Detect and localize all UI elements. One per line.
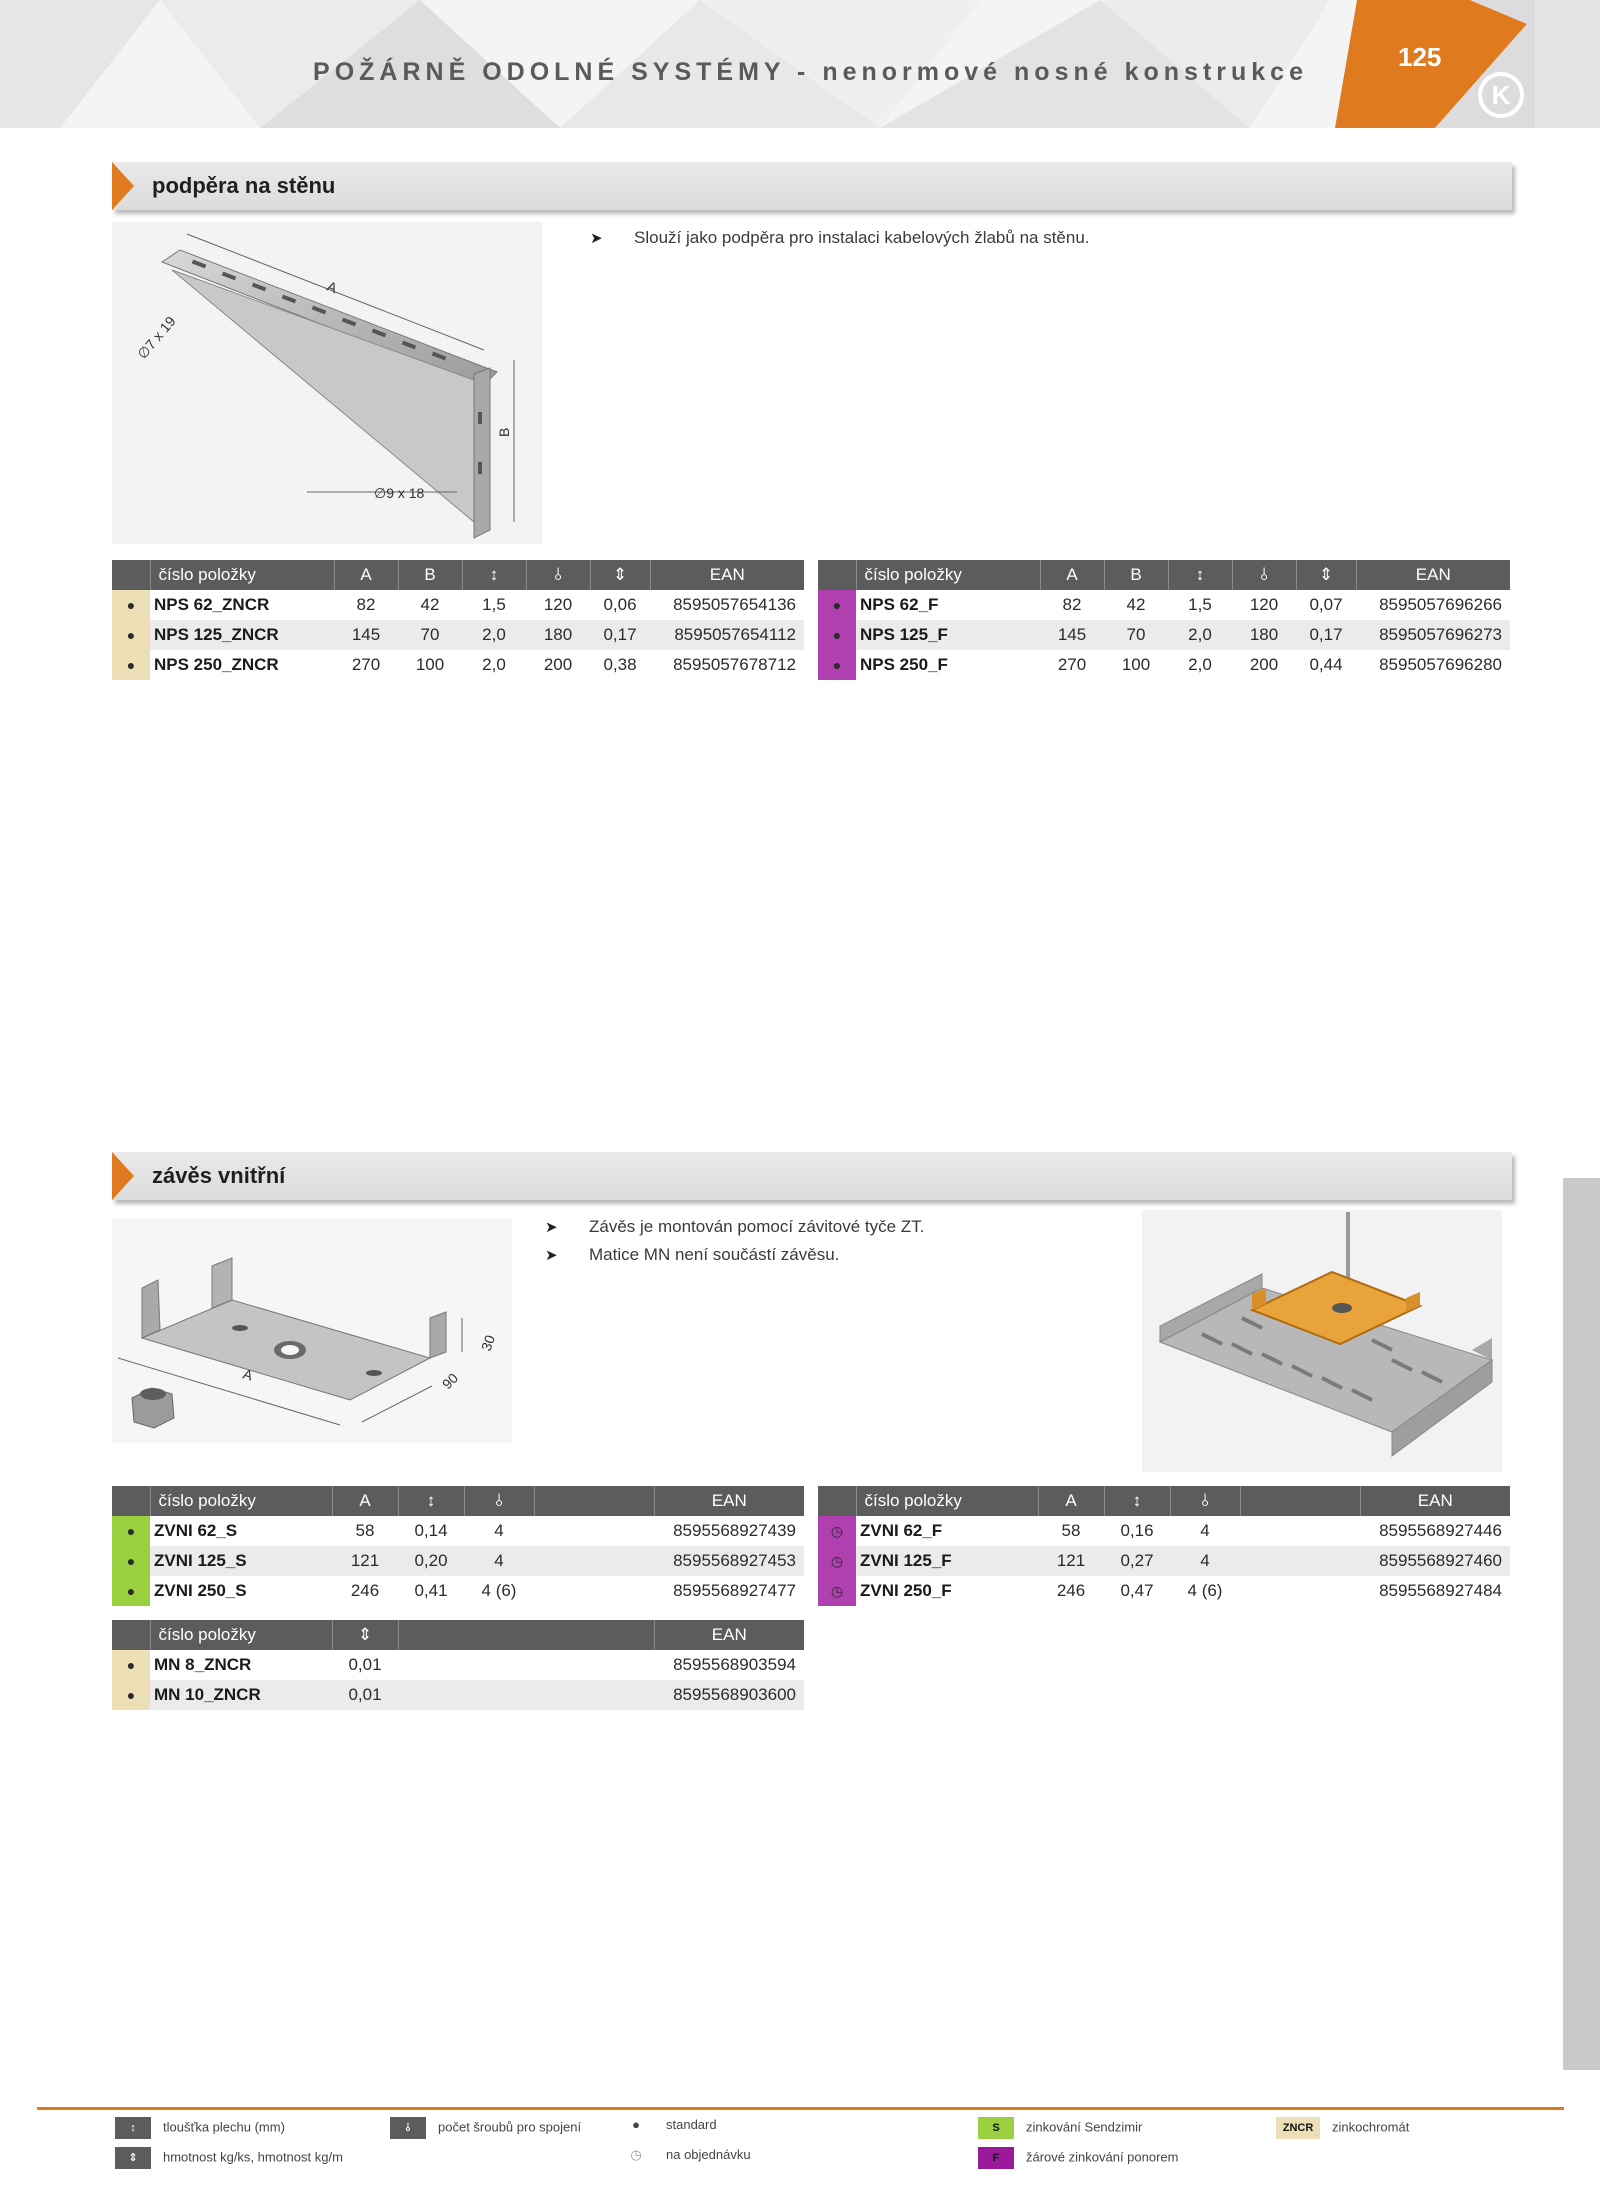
dimension-height-label: 30 [477, 1332, 499, 1354]
bullet-item: ➤ Závěs je montován pomocí závitové tyče ZT. [545, 1217, 925, 1236]
screws-icon: ⫰ [1170, 1486, 1240, 1516]
standard-icon: ● [112, 1650, 150, 1680]
table-row: ◷ ZVNI 125_F 121 0,27 4 8595568927460 [818, 1546, 1510, 1576]
dimension-a-label: A [241, 1365, 255, 1384]
installation-photo [1142, 1210, 1502, 1472]
weight-icon: ⇕ [115, 2147, 151, 2169]
legend-hotdip: F žárové zinkování ponorem [978, 2147, 1178, 2169]
standard-icon: ● [112, 590, 150, 620]
nut-figure [132, 1388, 174, 1428]
screws-icon: ⫰ [390, 2117, 426, 2139]
page-title: POŽÁRNĚ ODOLNÉ SYSTÉMY - nenormové nosné konstrukce [313, 58, 1308, 86]
dimension-width-label: 90 [438, 1369, 462, 1393]
table-header-row: číslo položky A B ↕ ⫰ ⇕ EAN [112, 560, 804, 590]
section-title: podpěra na stěnu [152, 173, 336, 198]
arrow-bullet-icon: ➤ [545, 1247, 558, 1264]
section2-bullets [545, 1217, 924, 1273]
table-mn-nut [112, 1620, 804, 1710]
table-row: ● ZVNI 125_S 121 0,20 4 8595568927453 [112, 1546, 804, 1576]
table-row: ◷ ZVNI 250_F 246 0,47 4 (6) 8595568927484 [818, 1576, 1510, 1606]
table-row: ● ZVNI 62_S 58 0,14 4 8595568927439 [112, 1516, 804, 1546]
standard-icon: ● [818, 590, 856, 620]
legend-zncr: ZNCR zinkochromát [1276, 2117, 1409, 2139]
on-order-icon: ◷ [818, 1546, 856, 1576]
clock-icon: ◷ [630, 2147, 642, 2162]
hole-size-label-2: ∅9 x 18 [374, 485, 425, 501]
weight-icon: ⇕ [332, 1620, 398, 1650]
table-row: ● NPS 62_ZNCR 82 42 1,5 120 0,06 8595057654136 [112, 590, 804, 620]
weight-icon: ↕ [398, 1486, 464, 1516]
quantity-icon: ⫰ [526, 560, 590, 590]
standard-icon: ● [112, 1680, 150, 1710]
page-number: 125 [1398, 42, 1442, 72]
standard-icon: ● [112, 1546, 150, 1576]
table-zvni-s [112, 1486, 804, 1606]
table-row: ◷ ZVNI 62_F 58 0,16 4 8595568927446 [818, 1516, 1510, 1546]
table-row: ● NPS 250_ZNCR 270 100 2,0 200 0,38 8595057678712 [112, 650, 804, 680]
table-row: ● NPS 250_F 270 100 2,0 200 0,44 8595057696280 [818, 650, 1510, 680]
section-bar-wall-support [112, 162, 1512, 210]
inner-hanger-figure [112, 1218, 512, 1443]
quantity-icon: ⫰ [1232, 560, 1296, 590]
standard-icon: ● [112, 1576, 150, 1606]
sendzimir-badge: S [978, 2117, 1014, 2139]
legend-thickness: ↕ tloušťka plechu (mm) [115, 2117, 285, 2139]
standard-icon: ● [818, 620, 856, 650]
dimension-b-label: B [496, 427, 512, 437]
bullet-item: ➤ Matice MN není součástí závěsu. [545, 1245, 840, 1264]
section1-bullets [590, 228, 1090, 256]
legend-sendzimir: S zinkování Sendzimir [978, 2117, 1142, 2139]
table-zvni-f [818, 1486, 1510, 1606]
table-header-row: číslo položky A ↕ ⫰ EAN [112, 1486, 804, 1516]
legend-screws: ⫰ počet šroubů pro spojení [390, 2117, 581, 2139]
on-order-icon: ◷ [818, 1576, 856, 1606]
thickness-icon: ↕ [1168, 560, 1232, 590]
zncr-badge: ZNCR [1276, 2117, 1320, 2139]
standard-icon: ● [112, 620, 150, 650]
legend-on-order: ◷ na objednávku [618, 2147, 751, 2163]
table-nps-f [818, 560, 1510, 680]
table-header-row: číslo položky A B ↕ ⫰ ⇕ EAN [818, 560, 1510, 590]
legend-weight: ⇕ hmotnost kg/ks, hmotnost kg/m [115, 2147, 343, 2169]
chapter-sidebar-tab [1563, 1178, 1600, 2070]
table-nps-zncr [112, 560, 804, 680]
section-bar-inner-hanger [112, 1152, 1512, 1200]
table-header-row: číslo položky A ↕ ⫰ EAN [818, 1486, 1510, 1516]
table-row: ● MN 8_ZNCR 0,01 8595568903594 [112, 1650, 804, 1680]
arrow-bullet-icon: ➤ [545, 1219, 558, 1236]
standard-icon: ● [112, 650, 150, 680]
table-row: ● ZVNI 250_S 246 0,41 4 (6) 8595568927477 [112, 1576, 804, 1606]
table-header-row: číslo položky ⇕ EAN [112, 1620, 804, 1650]
thickness-icon: ↕ [462, 560, 526, 590]
hole-size-label-1: ∅7 x 19 [134, 313, 179, 362]
table-row: ● MN 10_ZNCR 0,01 8595568903600 [112, 1680, 804, 1710]
weight-icon: ↕ [1104, 1486, 1170, 1516]
table-row: ● NPS 62_F 82 42 1,5 120 0,07 8595057696266 [818, 590, 1510, 620]
dimension-a-label: A [324, 277, 340, 297]
arrow-bullet-icon: ➤ [590, 230, 603, 247]
table-row: ● NPS 125_F 145 70 2,0 180 0,17 8595057696273 [818, 620, 1510, 650]
legend-standard: ● standard [618, 2117, 717, 2132]
thickness-icon: ↕ [115, 2117, 151, 2139]
screws-icon: ⫰ [464, 1486, 534, 1516]
on-order-icon: ◷ [818, 1516, 856, 1546]
standard-icon: ● [818, 650, 856, 680]
bullet-item: ➤ Slouží jako podpěra pro instalaci kabelových žlabů na stěnu. [590, 228, 1090, 247]
standard-dot-icon: ● [632, 2117, 640, 2132]
footer-divider [37, 2107, 1564, 2110]
weight-icon: ⇕ [590, 560, 650, 590]
section-title: závěs vnitřní [152, 1163, 286, 1188]
wall-support-figure [112, 222, 542, 544]
standard-icon: ● [112, 1516, 150, 1546]
weight-icon: ⇕ [1296, 560, 1356, 590]
hotdip-badge: F [978, 2147, 1014, 2169]
table-row: ● NPS 125_ZNCR 145 70 2,0 180 0,17 8595057654112 [112, 620, 804, 650]
brand-logo-icon: K [1478, 72, 1524, 118]
